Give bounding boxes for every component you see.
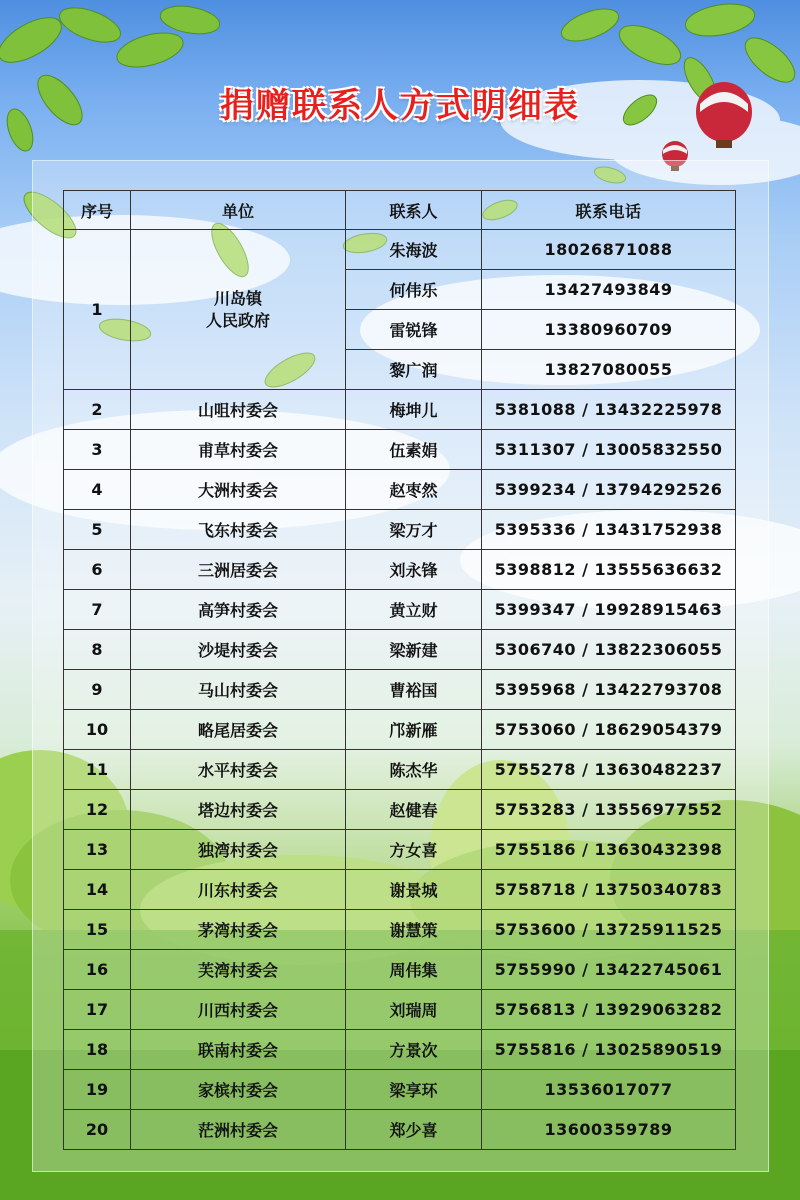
table-body — [64, 390, 736, 1150]
row-phone: 5753283 / 13556977552 — [482, 790, 736, 830]
table-row — [64, 750, 736, 790]
row-no: 19 — [64, 1070, 131, 1110]
row-person: 何伟乐 — [346, 270, 482, 310]
row-no: 17 — [64, 990, 131, 1030]
row-no: 14 — [64, 870, 131, 910]
row-phone: 5395336 / 13431752938 — [482, 510, 736, 550]
header-phone: 联系电话 — [482, 191, 736, 230]
row-unit: 马山村委会 — [131, 670, 346, 710]
row-person: 谢景城 — [346, 870, 482, 910]
row-no: 15 — [64, 910, 131, 950]
row-phone: 13827080055 — [482, 350, 736, 390]
row-phone: 5758718 / 13750340783 — [482, 870, 736, 910]
row-no: 8 — [64, 630, 131, 670]
row-no: 1 — [64, 230, 131, 390]
table-row — [64, 470, 736, 510]
row-person: 梁万才 — [346, 510, 482, 550]
row-unit: 沙堤村委会 — [131, 630, 346, 670]
header-no: 序号 — [64, 191, 131, 230]
row-no: 16 — [64, 950, 131, 990]
row-no: 18 — [64, 1030, 131, 1070]
table-row — [64, 910, 736, 950]
row-phone: 5753060 / 18629054379 — [482, 710, 736, 750]
row-unit: 略尾居委会 — [131, 710, 346, 750]
table-row — [64, 590, 736, 630]
row-person: 周伟集 — [346, 950, 482, 990]
row-phone: 5755186 / 13630432398 — [482, 830, 736, 870]
row-phone: 5311307 / 13005832550 — [482, 430, 736, 470]
table-row — [64, 790, 736, 830]
row-person: 雷锐锋 — [346, 310, 482, 350]
table-row — [64, 670, 736, 710]
table-row — [64, 710, 736, 750]
header-unit: 单位 — [131, 191, 346, 230]
row-person: 朱海波 — [346, 230, 482, 270]
row-person: 梁享环 — [346, 1070, 482, 1110]
row-phone: 18026871088 — [482, 230, 736, 270]
row-unit: 茅湾村委会 — [131, 910, 346, 950]
row-unit: 甫草村委会 — [131, 430, 346, 470]
row-unit: 独湾村委会 — [131, 830, 346, 870]
row-person: 刘瑞周 — [346, 990, 482, 1030]
row-phone: 5399234 / 13794292526 — [482, 470, 736, 510]
row-no: 12 — [64, 790, 131, 830]
row-no: 7 — [64, 590, 131, 630]
table-row — [64, 430, 736, 470]
row-phone: 13427493849 — [482, 270, 736, 310]
row-unit: 茫洲村委会 — [131, 1110, 346, 1150]
row-phone: 5756813 / 13929063282 — [482, 990, 736, 1030]
row-unit: 大洲村委会 — [131, 470, 346, 510]
row-person: 赵枣然 — [346, 470, 482, 510]
table-row — [64, 1110, 736, 1150]
row-person: 方景次 — [346, 1030, 482, 1070]
row-unit: 芙湾村委会 — [131, 950, 346, 990]
row-unit: 川东村委会 — [131, 870, 346, 910]
table-row — [64, 830, 736, 870]
row-phone: 5753600 / 13725911525 — [482, 910, 736, 950]
row-phone: 5306740 / 13822306055 — [482, 630, 736, 670]
row-person: 谢慧策 — [346, 910, 482, 950]
row-unit — [131, 230, 346, 390]
row-unit: 塔边村委会 — [131, 790, 346, 830]
row-person: 梅坤儿 — [346, 390, 482, 430]
row-phone: 5755990 / 13422745061 — [482, 950, 736, 990]
row-no: 13 — [64, 830, 131, 870]
row-no: 6 — [64, 550, 131, 590]
row-phone: 13380960709 — [482, 310, 736, 350]
row-person: 邝新雁 — [346, 710, 482, 750]
table-row — [64, 390, 736, 430]
row-no: 11 — [64, 750, 131, 790]
row-unit-line2: 人民政府 — [205, 310, 270, 330]
row-unit: 川西村委会 — [131, 990, 346, 1030]
row-unit: 飞东村委会 — [131, 510, 346, 550]
table-row — [64, 1070, 736, 1110]
table-row — [64, 510, 736, 550]
table-row — [64, 630, 736, 670]
page-title: 捐赠联系人方式明细表 — [220, 86, 580, 126]
row-unit: 水平村委会 — [131, 750, 346, 790]
table-row — [64, 870, 736, 910]
row-person: 方女喜 — [346, 830, 482, 870]
row-phone: 5755278 / 13630482237 — [482, 750, 736, 790]
row-person: 郑少喜 — [346, 1110, 482, 1150]
row-person: 刘永锋 — [346, 550, 482, 590]
row-no: 2 — [64, 390, 131, 430]
row-person: 陈杰华 — [346, 750, 482, 790]
row-person: 黎广润 — [346, 350, 482, 390]
row-phone: 5755816 / 13025890519 — [482, 1030, 736, 1070]
header-person: 联系人 — [346, 191, 482, 230]
table-row — [64, 1030, 736, 1070]
row-person: 赵健春 — [346, 790, 482, 830]
row-person: 曹裕国 — [346, 670, 482, 710]
row-person: 伍素娟 — [346, 430, 482, 470]
row-unit: 三洲居委会 — [131, 550, 346, 590]
row-unit: 山咀村委会 — [131, 390, 346, 430]
row-person: 黄立财 — [346, 590, 482, 630]
table-row — [64, 990, 736, 1030]
row-no: 9 — [64, 670, 131, 710]
row-no: 4 — [64, 470, 131, 510]
row-phone: 5381088 / 13432225978 — [482, 390, 736, 430]
row-no: 10 — [64, 710, 131, 750]
row-no: 20 — [64, 1110, 131, 1150]
row-person: 梁新建 — [346, 630, 482, 670]
table-row — [64, 950, 736, 990]
row-phone: 13536017077 — [482, 1070, 736, 1110]
table-row — [64, 230, 736, 270]
row-phone: 5395968 / 13422793708 — [482, 670, 736, 710]
row-phone: 5399347 / 19928915463 — [482, 590, 736, 630]
contacts-table — [63, 190, 736, 1150]
row-unit: 联南村委会 — [131, 1030, 346, 1070]
row-phone: 13600359789 — [482, 1110, 736, 1150]
row-no: 5 — [64, 510, 131, 550]
row-unit: 家槟村委会 — [131, 1070, 346, 1110]
row-phone: 5398812 / 13555636632 — [482, 550, 736, 590]
table-header-row — [64, 191, 736, 230]
row-no: 3 — [64, 430, 131, 470]
table-row — [64, 550, 736, 590]
row-unit-line1: 川岛镇 — [213, 288, 262, 308]
row-unit: 高笋村委会 — [131, 590, 346, 630]
